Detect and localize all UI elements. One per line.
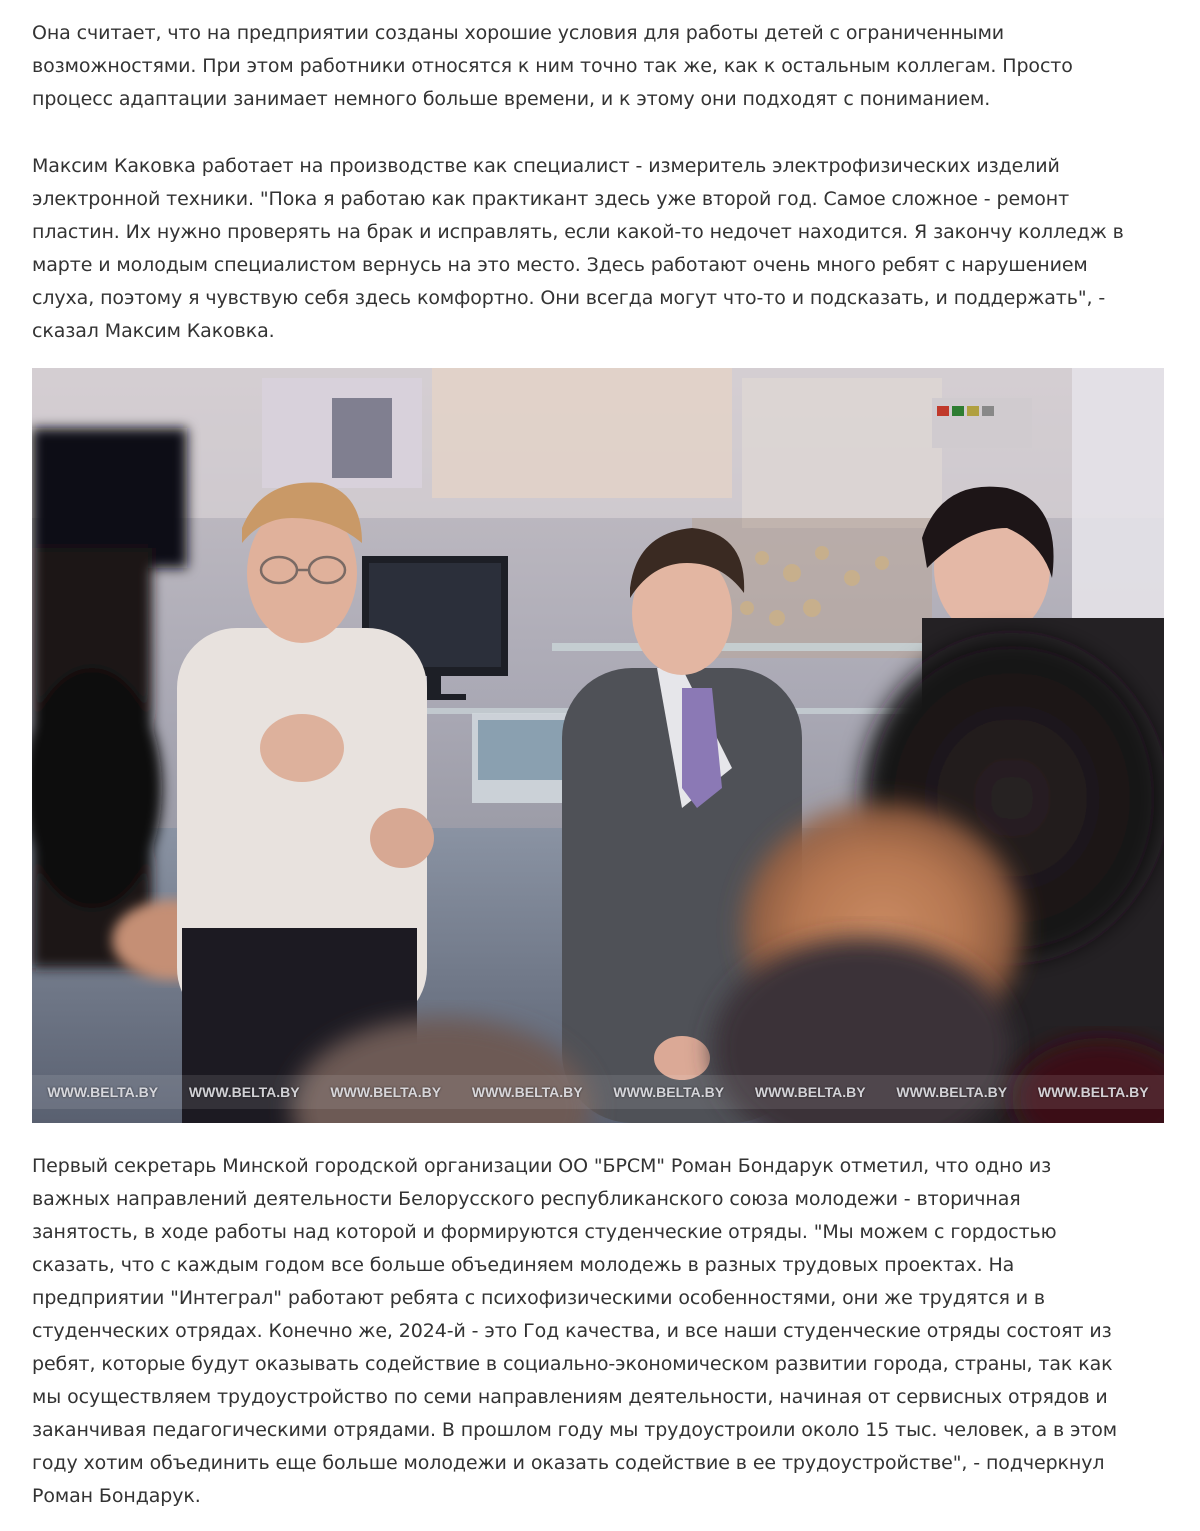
text-line: предприятии "Интеграл" работают ребята с психофизическими особенностями, они же трудятся и в xyxy=(32,1287,1046,1309)
text-line: занятость, в ходе работы над которой и формируются студенческие отряды. "Мы можем с гордостью xyxy=(32,1221,1057,1243)
text-line: году хотим объединить еще больше молодежи и оказать содействие в ее трудоустройстве", - подчеркнул xyxy=(32,1452,1105,1474)
watermark-text: WWW.BELTA.BY xyxy=(896,1084,1008,1100)
text-line: мы осуществляем трудоустройство по семи направлениям деятельности, начиная от сервисных отрядов и xyxy=(32,1386,1108,1408)
watermark-text: WWW.BELTA.BY xyxy=(47,1084,159,1100)
text-line: Первый секретарь Минской городской организации ОО "БРСМ" Роман Бондарук отметил, что одно из xyxy=(32,1155,1052,1177)
paragraph-3 xyxy=(32,1150,1117,1513)
paragraph-1 xyxy=(32,17,1073,116)
text-line: сказать, что с каждым годом все больше объединяем молодежь в разных трудовых проектах. На xyxy=(32,1254,1015,1276)
text-line: возможностями. При этом работники относятся к ним точно так же, как к остальным коллегам. Просто xyxy=(32,55,1073,77)
watermark-text: WWW.BELTA.BY xyxy=(471,1084,583,1100)
paragraph-2 xyxy=(32,150,1124,348)
text-line: Роман Бондарук. xyxy=(32,1485,201,1507)
text-line: электронной техники. "Пока я работаю как практикант здесь уже второй год. Самое сложное - ремонт xyxy=(32,188,1070,210)
photo-illustration xyxy=(32,368,1164,1123)
watermark-strip xyxy=(32,1075,1164,1109)
text-line: процесс адаптации занимает немного больше времени, и к этому они подходят с пониманием. xyxy=(32,88,991,110)
text-line: марте и молодым специалистом вернусь на это место. Здесь работают очень много ребят с нарушением xyxy=(32,254,1088,276)
text-line: заканчивая педагогическими отрядами. В прошлом году мы трудоустроили около 15 тыс. человек, а в этом xyxy=(32,1419,1118,1441)
text-line: сказал Максим Каковка. xyxy=(32,320,275,342)
text-line: студенческих отрядах. Конечно же, 2024-й - это Год качества, и все наши студенческие отряды состоят из xyxy=(32,1320,1112,1342)
text-line: слуха, поэтому я чувствую себя здесь комфортно. Они всегда могут что-то и подсказать, и поддержать", - xyxy=(32,287,1106,309)
watermark-text: WWW.BELTA.BY xyxy=(188,1084,300,1100)
text-line: Максим Каковка работает на производстве как специалист - измеритель электрофизических изделий xyxy=(32,155,1060,177)
watermark-text: WWW.BELTA.BY xyxy=(754,1084,866,1100)
text-line: ребят, которые будут оказывать содействие в социально-экономическом развитии города, страны, так как xyxy=(32,1353,1113,1375)
text-line: Она считает, что на предприятии созданы хорошие условия для работы детей с ограниченными xyxy=(32,22,1005,44)
watermark-text: WWW.BELTA.BY xyxy=(1037,1084,1149,1100)
text-line: важных направлений деятельности Белорусского республиканского союза молодежи - вторичная xyxy=(32,1188,1021,1210)
article-photo xyxy=(32,368,1164,1123)
watermark-text: WWW.BELTA.BY xyxy=(613,1084,725,1100)
text-line: пластин. Их нужно проверять на брак и исправлять, если какой-то недочет находится. Я закончу колледж в xyxy=(32,221,1124,243)
watermark-text: WWW.BELTA.BY xyxy=(330,1084,442,1100)
